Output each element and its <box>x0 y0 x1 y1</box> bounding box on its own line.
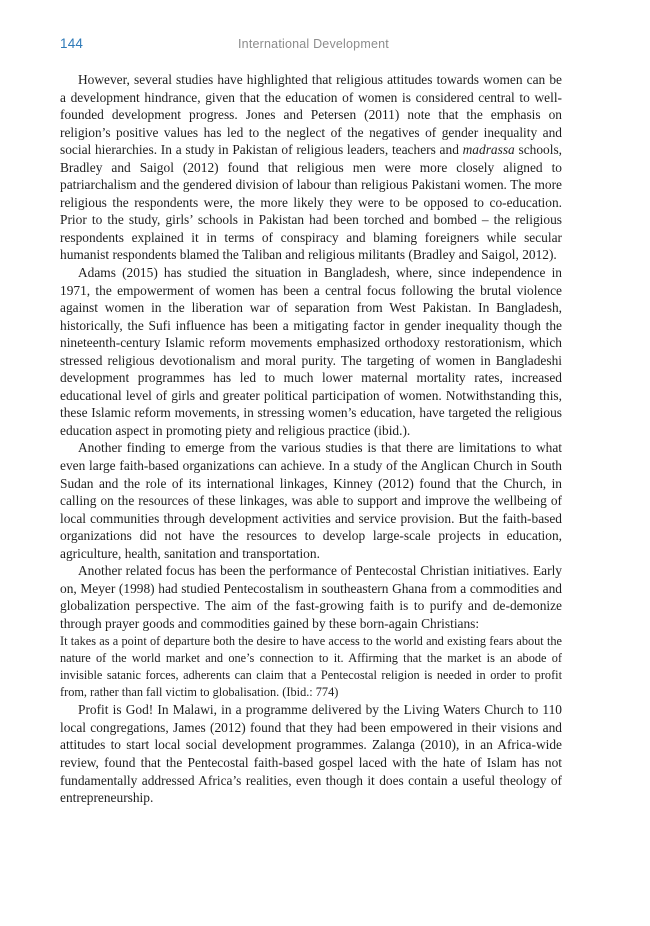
paragraph-1-text-b: schools, Bradley and Saigol (2012) found that religious men were more closely aligned to patriarchalism and the gendered division of labour than religious Pakistani women. The more religious the respondents were, the more likely they were to be opposed to co-education. Prior to the study, girls’ schools in Pakistan had been torched and bombed – the religious respondents explained it in terms of conspiracy and blaming foreigners while secular humanist respondents blamed the Taliban and religious militants (Bradley and Saigol, 2012). <box>60 142 562 263</box>
italic-term: madrassa <box>462 142 515 158</box>
running-title: International Development <box>238 37 389 51</box>
page-number: 144 <box>60 36 84 51</box>
paragraph-2: Adams (2015) has studied the situation in Bangladesh, where, since independence in 1971, the empowerment of women has been a central focus following the brutal violence against women in the liberation war of separation from West Pakistan. In Bangladesh, historically, the Sufi influence has been a mitigating factor in gender inequality though the nineteenth-century Islamic reform movements emphasized orthodoxy restorationism, which stressed religious devotionalism and moral purity. The targeting of women in Bangladeshi development programmes has led to much lower maternal mortality rates, increased educational level of girls and greater political participation of women. Notwithstanding this, these Islamic reform movements, in stressing women’s education, have targeted the religious education aspect in promoting piety and religious practice (ibid.). <box>60 265 562 438</box>
body-text <box>60 71 562 807</box>
running-header <box>60 36 562 56</box>
paragraph-1-text-a: However, several studies have highlighted that religious attitudes towards women can be a development hindrance, given that the education of women is considered central to well-founded development progress. Jones and Petersen (2011) note that the emphasis on religion’s positive values has led to the neglect of the negatives of gender inequality and social hierarchies. In a study in Pakistan of religious leaders, teachers and <box>60 72 562 158</box>
paragraph-5: Profit is God! In Malawi, in a programme delivered by the Living Waters Church to 110 local congregations, James (2012) found that they had been empowered in their visions and attitudes to start local social development programmes. Zalanga (2010), in an Africa-wide review, found that the Pentecostal faith-based gospel laced with the hate of Islam has not fundamentally addressed Africa’s realities, even though it does contain a useful theology of entrepreneurship. <box>60 702 562 806</box>
paragraph-4: Another related focus has been the performance of Pentecostal Christian initiatives. Early on, Meyer (1998) had studied Pentecostalism in southeastern Ghana from a commodities and globalization perspective. The aim of the fast-growing faith is to purify and de-demonize through prayer goods and commodities gained by these born-again Christians: <box>60 563 562 631</box>
paragraph-3: Another finding to emerge from the various studies is that there are limitations to what even large faith-based organizations can achieve. In a study of the Anglican Church in South Sudan and the role of its international linkages, Kinney (2012) found that the Church, in calling on the resources of these linkages, was able to support and improve the wellbeing of local communities through development activities and service provision. But the faith-based organizations did not have the resources to develop large-scale projects in education, agriculture, health, sanitation and transportation. <box>60 440 562 561</box>
block-quote: It takes as a point of departure both the desire to have access to the world and existing fears about the nature of the world market and one’s connection to it. Affirming that the market is an abode of invisible satanic forces, adherents can claim that a Pentecostal religion is needed in order to profit from, rather than fall victim to globalisation. (Ibid.: 774) <box>60 633 562 700</box>
paragraph-1 <box>60 71 562 264</box>
